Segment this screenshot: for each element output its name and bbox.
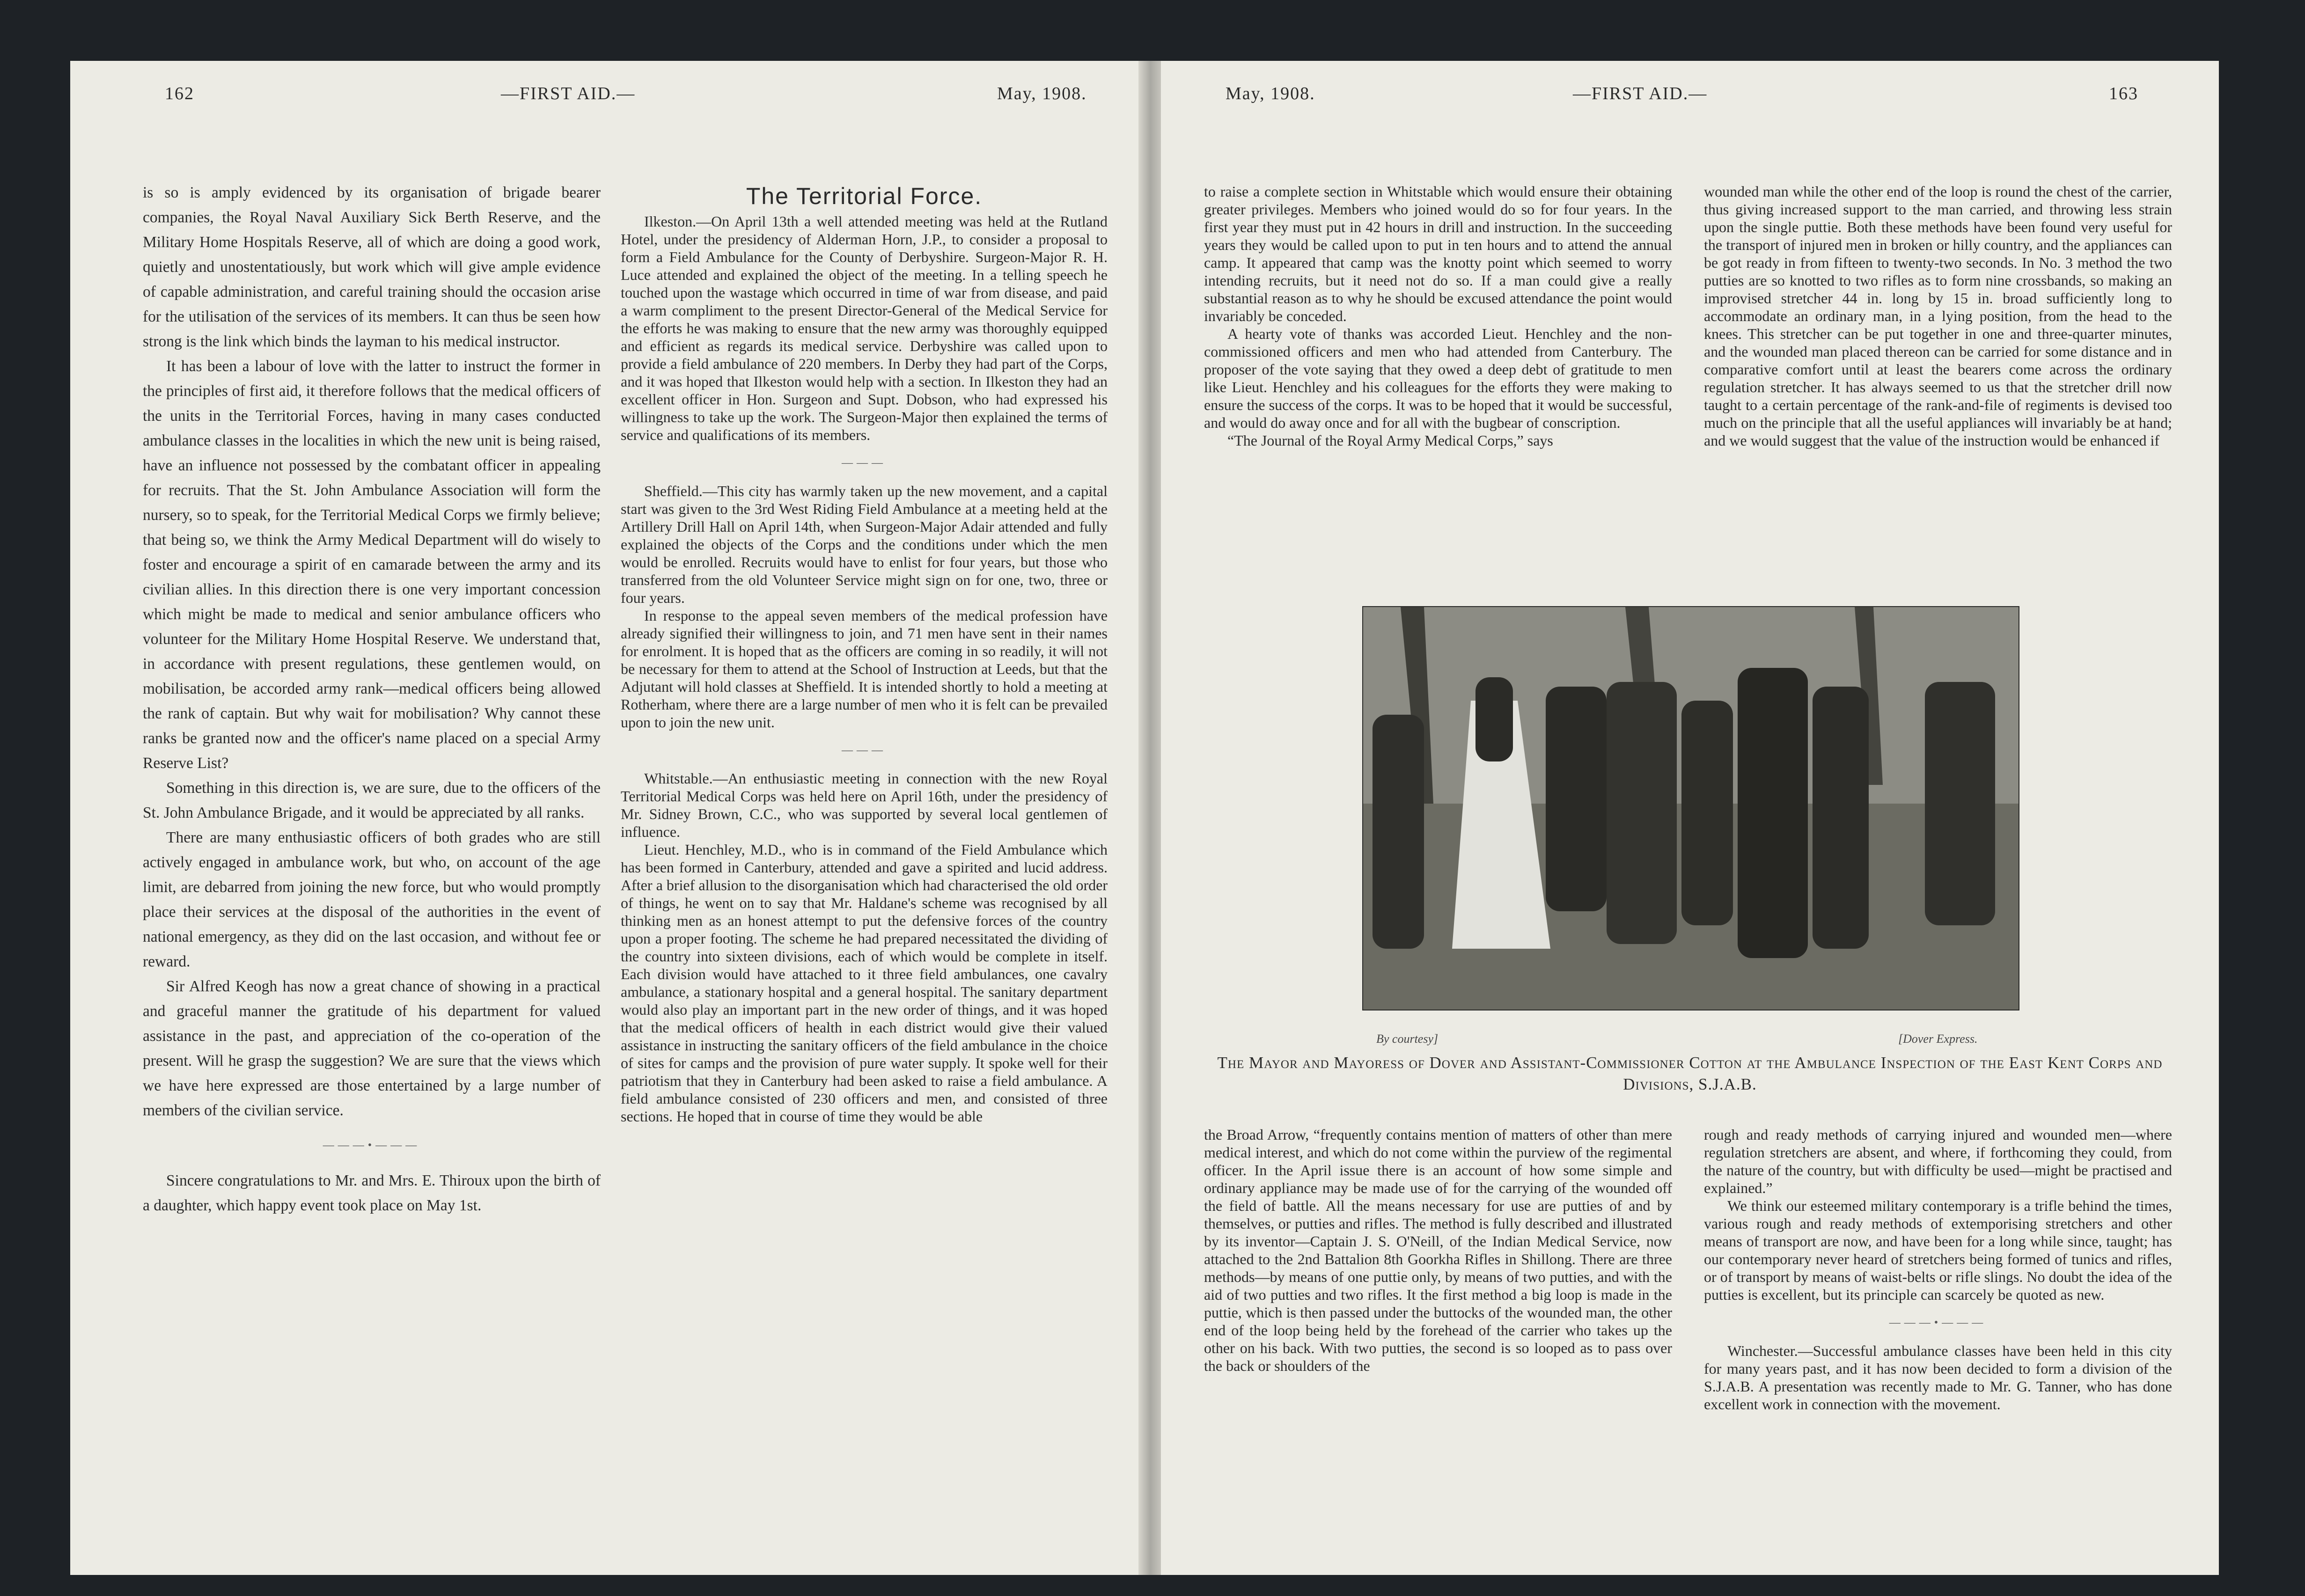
winchester-paragraph: Winchester.—Successful ambulance classes have been held in this city for many years past, and it has now been decided to form a division of the S.J.A.B. A presentation was recently made to Mr. G. Tanner, who has done excellent work in connection with the movement. [1704,1342,2172,1413]
paragraph: Sir Alfred Keogh has now a great chance of showing in a practical and graceful manner the gratitude of his department for valued assistance in the past, and appreciation of the co-operation of the present. Will he grasp the suggestion? We are sure that the views which we have here expressed are those entertained by a large number of members of the civilian service. [143,978,601,1119]
right-column-2-top [1704,183,2172,449]
paragraph: Lieut. Henchley, M.D., who is in command of the Field Ambulance which has been formed in Canterbury, attended and gave a spirited and lucid address. After a brief allusion to the disorganisation which had characterised the old order of things, he went on to say that Mr. Haldane's scheme was recognised by all thinking men as an honest attempt to put the defensive forces of the country upon a proper footing. The scheme he had prepared necessitated the dividing of the country into sixteen divisions, each of which would be complete in itself. Each division would have attached to it three field ambulances, one cavalry ambulance, a stationary hospital and a general hospital. The sanitary department would also play an important part in the new order of things, and it was hoped that the medical officers of health in each district would give their valued assistance in instructing the sanitary officers of the field ambulance in the choice of sites for camps and the provision of pure water supply. It spoke well for their patriotism that they in Canterbury had been asked to raise a field ambulance. A field ambulance consisted of 230 officers and men, and consisted of three sections. He hoped that in course of time they would be able [621,841,1108,1125]
page-number-right: 163 [2109,84,2138,103]
running-title-right: —FIRST AID.— [1573,84,1708,103]
divider: ——— [842,744,887,756]
ornament-divider: ———•——— [1889,1317,1987,1329]
paragraph: We think our esteemed military contemporary is a trifle behind the times, various rough and ready methods of extemporising stretchers and other means of transport are now, and have been for a long while since, taught; has our contemporary never heard of stretchers being formed of tunics and rifles, or of transport by means of waist-belts or rifle slings. No doubt the idea of the putties is excellent, but its principle can scarcely be quoted as new. [1704,1197,2172,1303]
article-title: The Territorial Force. [746,183,983,209]
paragraph: rough and ready methods of carrying injured and wounded men—where regulation stretchers are absent, and where, if forthcoming they could, from the nature of the country, but with difficulty be used—might be practised and explained.” [1704,1126,2172,1196]
paragraph: A hearty vote of thanks was accorded Lieut. Henchley and the non-commissioned officers and men who had attended from Canterbury. The proposer of the vote saying that they owed a deep debt of gratitude to men like Lieut. Henchley and his colleagues for the efforts they were making to ensure the success of the corps. It was to be hoped that it would be successful, and would do away once and for all with the bugbear of conscription. [1204,325,1672,431]
left-column-2 [621,183,1108,1125]
running-title-left: —FIRST AID.— [501,84,636,103]
paragraph: It has been a labour of love with the latter to instruct the former in the principles of first aid, it therefore follows that the medical officers of the units in the Territorial Forces, having in many cases conducted ambulance classes in the localities in which the new unit is being raised, have an influence not possessed by the combatant officer in appealing for recruits. That the St. John Ambulance Association will form the nursery, so to speak, for the Territorial Medical Corps we firmly believe; that being so, we think the Army Medical Department will do wisely to foster and encourage a spirit of en camarade between the army and its civilian allies. In this direction there is one very important concession which might be made to medical and senior ambulance officers who volunteer for the Military Home Hospital Reserve. We understand that, in accordance with present regulations, these gentlemen would, on mobilisation, be accorded army rank—medical officers being allowed the rank of captain. But why wait for mobilisation? Why cannot these ranks be granted now and the officer's name placed on a special Army Reserve List? [143,358,601,772]
divider: ——— [842,457,887,469]
header-date-right: May, 1908. [1226,84,1315,103]
photo-credit-right: [Dover Express. [1898,1032,1978,1046]
right-column-1-top [1204,183,1672,449]
paragraph: There are many enthusiastic officers of both grades who are still actively engaged in ambulance work, but who, on account of the age limit, are debarred from joining the new force, but who would promptly place their services at the disposal of the authorities in the event of national emergency, as they did on the last occasion, and without fee or reward. [143,829,601,970]
inspection-photograph [1362,606,2019,1010]
paragraph: is so is amply evidenced by its organisation of brigade bearer companies, the Royal Naval Auxiliary Sick Berth Reserve, and the Military Home Hospitals Reserve, all of which are doing a good work, quietly and unostentatiously, but work which will give ample evidence of capable administration, and careful training should the occasion arise for the utilisation of the services of its members. It can thus be seen how strong is the link which binds the layman to his medical instructor. [143,184,601,350]
congratulations-note: Sincere congratulations to Mr. and Mrs. E. Thiroux upon the birth of a daughter, which happy event took place on May 1st. [143,1172,601,1214]
ornament-divider: ———•——— [323,1139,421,1151]
right-column-1-bottom [1204,1126,1672,1375]
right-column-2-bottom [1704,1126,2172,1413]
paragraph: the Broad Arrow, “frequently contains mention of matters of other than mere medical interest, and which do not come within the purview of the regimental officer. In the April issue there is an account of how some simple and ordinary appliance may be made use of for the carrying of the wounded off the field of battle. All the means necessary for use are putties of and by themselves, or putties and rifles. The method is fully described and illustrated by its inventor—Captain J. S. O'Neill, of the Indian Medical Service, now attached to the 2nd Battalion 8th Goorkha Rifles in Shillong. There are three methods—by means of one puttie only, by means of two putties, and with the aid of two putties and two rifles. It the first method a big loop is made in the puttie, which is then passed under the buttocks of the wounded man, the other end of the loop being held by the forehead of the carrier who takes up the other on his back. With two putties, the second is so looped as to pass over the back or shoulders of the [1204,1126,1672,1374]
ilkeston-paragraph: Ilkeston.—On April 13th a well attended meeting was held at the Rutland Hotel, under the presidency of Alderman Horn, J.P., to consider a proposal to form a Field Ambulance for the County of Derbyshire. Surgeon-Major R. H. Luce attended and explained the object of the meeting. In a telling speech he touched upon the wastage which occurred in time of war from disease, and paid a warm compliment to the present Director-General of the Medical Service for the efforts he was making to ensure that the new army was thoroughly equipped and efficient as regards its medical service. Derbyshire was called upon to provide a field ambulance of 220 members. In Derby they had part of the Corps, and it was hoped that Ilkeston would help with a section. In Ilkeston they had an excellent officer in Hon. Surgeon and Supt. Dobson, who had expressed his willingness to take up the work. The Surgeon-Major then explained the terms of service and qualifications of its members. [621,213,1108,443]
paragraph: to raise a complete section in Whitstable which would ensure their obtaining greater privileges. Members who joined would do so for four years. In the first year they must put in 42 hours in drill and instruction. In the succeeding years they would be called upon to put in ten hours and to attend the annual camp. It appeared that camp was the knotty point which seemed to worry intending recruits, but it need not do so. If a man could give a really substantial reason as to why he should be excused attendance the point would invariably be conceded. [1204,183,1672,324]
journal-quote: “The Journal of the Royal Army Medical Corps,” says [1227,432,1553,449]
photo-caption: The Mayor and Mayoress of Dover and Assistant-Commissioner Cotton at the Ambulance Inspection of the East Kent Corps and Divisions, S.J.A.B. [1217,1054,2163,1093]
paragraph: In response to the appeal seven members of the medical profession have already signified their willingness to join, and 71 men have sent in their names for enrolment. It is hoped that as the officers are coming in so readily, it will not be necessary for them to attend at the School of Instruction at Leeds, but that the Adjutant will hold classes at Sheffield. It is intended shortly to hold a meeting at Rotherham, where there are a large number of men who it is felt can be prevailed upon to join the new unit. [621,607,1108,731]
page-number-left: 162 [165,84,194,103]
photo-illustration [1363,607,2019,1010]
header-date-left: May, 1908. [997,84,1087,103]
left-column-1 [143,180,601,1218]
whitstable-paragraph: Whitstable.—An enthusiastic meeting in connection with the new Royal Territorial Medical Corps was held here on April 16th, under the presidency of Mr. Sidney Brown, C.C., who was supported by several local gentlemen of influence. [621,770,1108,840]
sheffield-paragraph: Sheffield.—This city has warmly taken up the new movement, and a capital start was given to the 3rd West Riding Field Ambulance at a meeting held at the Artillery Drill Hall on April 14th, when Surgeon-Major Adair attended and fully explained the objects of the Corps and the conditions under which the men would be enrolled. Recruits would have to enlist for four years, but those who transferred from the old Volunteer Service might sign on for one, two, three or four years. [621,483,1108,606]
photo-credit-left: By courtesy] [1376,1032,1439,1046]
paragraph: wounded man while the other end of the loop is round the chest of the carrier, thus giving increased support to the man carried, and throwing less strain upon the single puttie. Both these methods have been found very useful for the transport of injured men in broken or hilly country, and the appliances can be got ready in from fifteen to twenty-two seconds. In No. 3 method the two putties are so knotted to two rifles as to form nine crossbands, so making an improvised stretcher 44 in. long by 15 in. broad sufficiently long to accommodate an ordinary man, in a lying position, from the head to the knees. This stretcher can be put together in one and three-quarter minutes, and the wounded man placed thereon can be carried for some distance and in comparative comfort until at least the bearers come across the ordinary regulation stretcher. It has always seemed to us that the stretcher drill now taught to a certain percentage of the rank-and-file of regiments is devised too much on the principle that all the useful appliances will invariably be at hand; and we would suggest that the value of the instruction would be enhanced if [1704,183,2172,449]
paragraph: Something in this direction is, we are sure, due to the officers of the St. John Ambulance Brigade, and it would be appreciated by all ranks. [143,779,601,821]
